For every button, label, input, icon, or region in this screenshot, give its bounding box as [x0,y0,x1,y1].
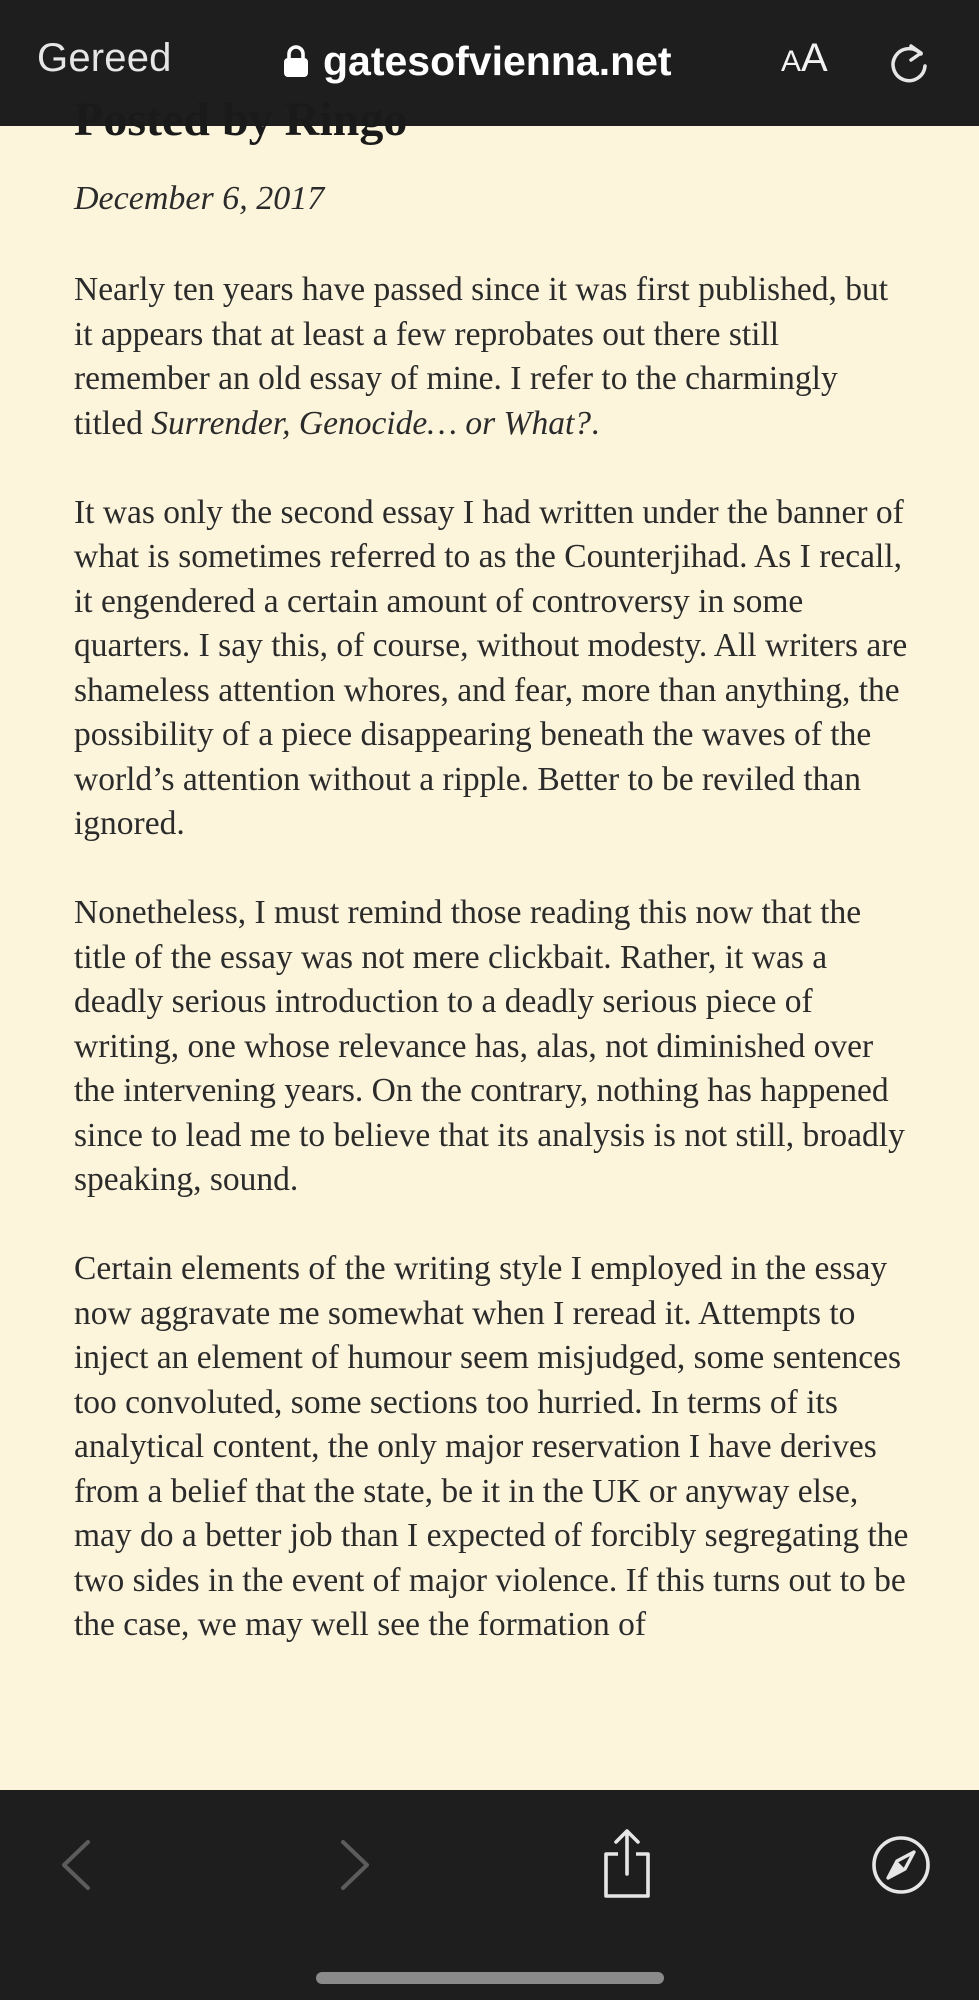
lock-icon [283,44,309,78]
article-byline-partial: Posted by Ringo [74,93,408,146]
reload-icon[interactable] [887,38,931,86]
share-icon[interactable] [598,1828,656,1900]
paragraph: It was only the second essay I had written under the banner of what is sometimes referred to as the Counterjihad. As I recall, it engendered a certain amount of controversy in some quarters. I say this, of course, without modesty. All writers are shameless attention whores, and fear, more than anything, the possibility of a piece disappearing beneath the waves of the world’s attention without a ripple. Better to be reviled than ignored. [74,493,908,842]
essay-title-link[interactable]: Surrender, Genocide… or What? [151,404,592,442]
article-date: December 6, 2017 [74,180,325,217]
text-size-button[interactable]: AA [781,36,828,80]
paragraph: Nonetheless, I must remind those reading this now that the title of the essay was not mere clickbait. Rather, it was a deadly serious introduction to a deadly serious piece of writing, one whose relevance has, alas, not diminished over the intervening years. On the contrary, nothing has happened since to lead me to believe that its analysis is not still, broadly speaking, sound. [74,894,905,1198]
home-indicator[interactable] [316,1972,664,1984]
chevron-right-icon[interactable] [337,1838,373,1892]
paragraph: Nearly ten years have passed since it was first published, but it appears that at least a few reprobates out there still remember an old essay of mine. I refer to the charmingly titled Surrender, Genocide… or What?. [74,271,889,442]
chevron-left-icon[interactable] [58,1838,94,1892]
paragraph: Certain elements of the writing style I employed in the essay now aggravate me somewhat when I reread it. Attempts to inject an element of humour seem misjudged, some sentences too convoluted, some sections too hurried. In terms of its analytical content, the only major reservation I have derives from a belief that the state, be it in the UK or anyway else, may do a better job than I expected of forcibly segregating the two sides in the event of major violence. If this turns out to be the case, we may well see the formation of [74,1250,909,1643]
address-bar[interactable] [283,34,672,88]
url-text: gatesofvienna.net [323,37,672,84]
article-body [74,268,914,1692]
article-content [74,93,914,1790]
compass-icon[interactable] [870,1834,932,1896]
browser-bottom-toolbar [0,1790,979,2000]
done-button[interactable]: Gereed [37,36,172,80]
